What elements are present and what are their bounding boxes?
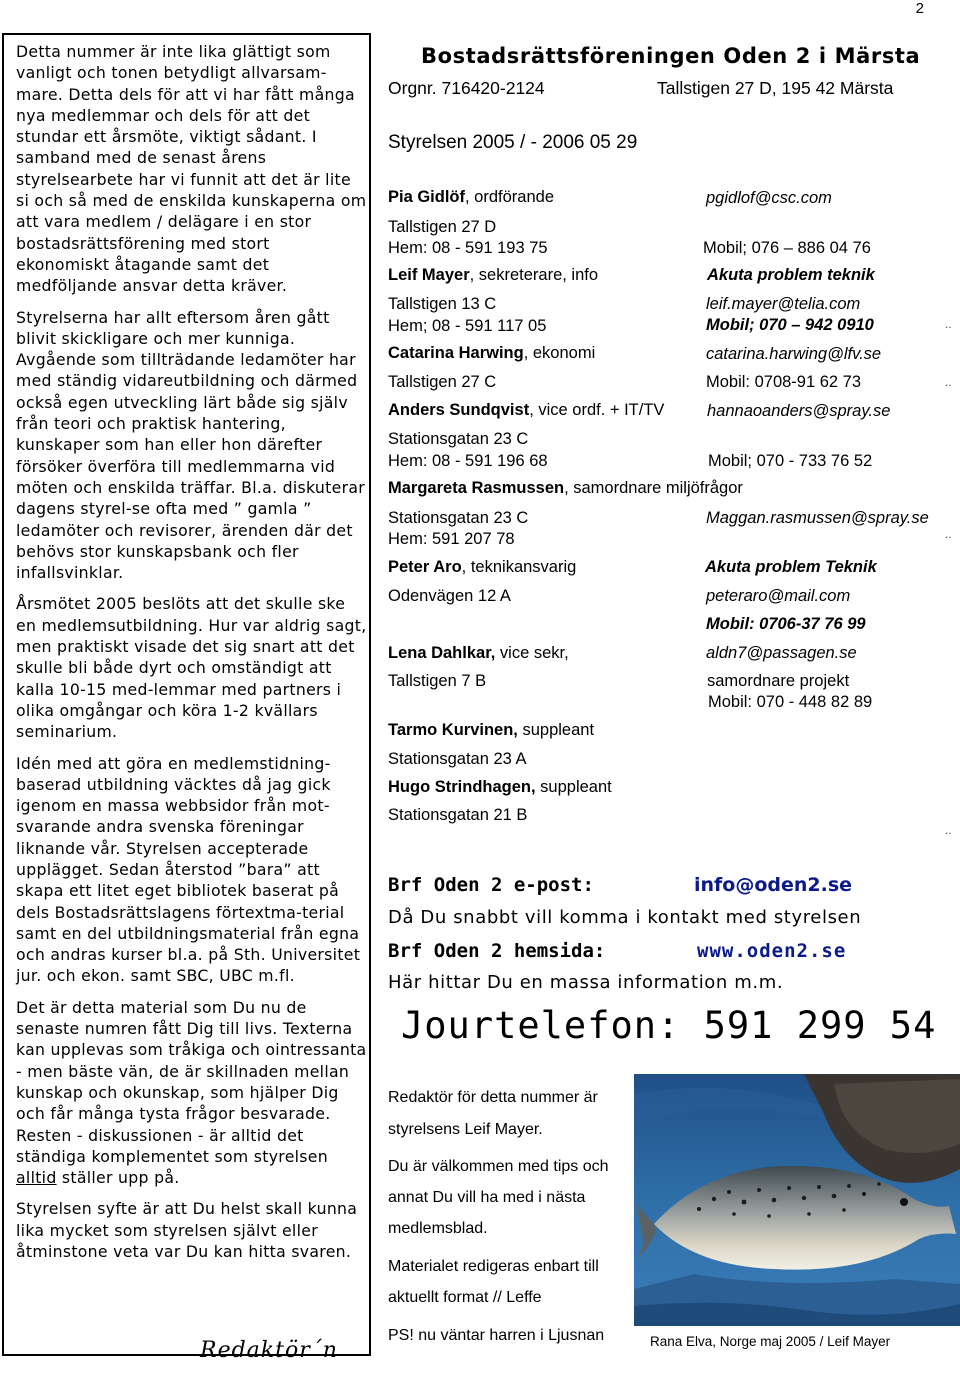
contact-address: Stationsgatan 21 B (388, 806, 528, 824)
website-label: Brf Oden 2 hemsida: (388, 940, 606, 962)
contact-name: Tarmo Kurvinen, (388, 721, 518, 739)
contact-name: Hugo Strindhagen, (388, 778, 536, 796)
editor-line-8: PS! nu väntar harren i Ljusnan (388, 1327, 605, 1344)
email-description: Då Du snabbt vill komma i kontakt med styrelsen (388, 907, 862, 928)
editor-line-2: styrelsens Leif Mayer. (388, 1121, 543, 1138)
email-link[interactable]: pgidlof@csc.com (706, 189, 832, 207)
editor-line-7: aktuellt format // Leffe (388, 1289, 542, 1306)
organization-title: Bostadsrättsföreningen Oden 2 i Märsta (421, 44, 921, 68)
article-paragraph-3: Årsmötet 2005 beslöts att det skulle ske en medlemsutbildning. Hur var aldrig sagt, men praktiskt visade det sig snart att det skulle bli både dyrt och omständigt att kalla 10-15 med-lemmar med partners i olika omgångar och köra 1-2 kvällars seminarium. (16, 594, 367, 742)
article-body (16, 41, 368, 1272)
board-period: Styrelsen 2005 / - 2006 05 29 (388, 132, 638, 153)
contact-role: , ordförande (465, 188, 554, 206)
contact-phone: Hem: 591 207 78 (388, 530, 515, 548)
article-paragraph-5-text: Det är detta material som Du nu de senaste numren fått Dig till livs. Texterna kan upplevas som tråkiga och ointressanta - men bäste vän, de är skillnaden mellan kunskap och okunskap, som hjälper Dig och får många tysta frågor besvarade. Resten - diskussionen - är alltid det ständiga komplementet som styrelsen (16, 997, 367, 1166)
contact-address: Tallstigen 7 B (388, 672, 487, 690)
contact-address: Tallstigen 13 C (388, 295, 497, 313)
org-number: Orgnr. 716420-2124 (388, 78, 545, 98)
email-link[interactable]: catarina.harwing@lfv.se (706, 345, 882, 363)
photo-caption: Rana Elva, Norge maj 2005 / Leif Mayer (650, 1334, 891, 1349)
underlined-word: alltid (16, 1168, 57, 1188)
article-paragraph-1: Detta nummer är inte lika glättigt som vanligt och tonen betydligt allvarsam-mare. Detta dels för att vi har fått många nya medlemmar och dels för att det stundar ett årsmöte, viktigt sådant. I samband med de senast årens styrelsearbete har vi funnit att det är lite si och så med de enskilda kunskaperna om att vara medlem / delägare i en stor bostadsrättsförening med stort ekonomiskt åtagande samt det medföljande ansvar detta kräver. (16, 42, 367, 296)
contact-role: , ekonomi (523, 344, 596, 362)
editor-line-4: annat Du vill ha med i nästa (388, 1189, 586, 1206)
email-label: Brf Oden 2 e-post: (388, 874, 594, 896)
article-paragraph-4: Idén med att göra en medlemstidning-baserad utbildning väcktes då jag gick igenom en massa webbsidor från mot-svarande andra svenska föreningar liknande vår. Styrelsen accepterade upplägget. Sedan återstod ”bara” att skapa ett litet eget bibliotek baserat på dels Bostadsrättslagens förtextma-terial samt en del utbildningsmaterial från egna och andras kurser bl.a. på Sth. Universitet jur. och ekon. samt SBC, UBC m.fl. (16, 753, 361, 986)
contact-sundqvist (388, 401, 664, 420)
editor-line-6: Materialet redigeras enbart till (388, 1258, 599, 1275)
contact-aro (388, 558, 576, 577)
contact-mayer (388, 266, 598, 285)
contact-mobile: Mobil: 0706-37 76 99 (706, 615, 866, 633)
article-paragraph-6: Styrelsen syfte är att Du helst skall kunna lika mycket som styrelsen självt eller åtminstone veta var Du kan hitta svaren. (16, 1199, 358, 1262)
website-description: Här hittar Du en massa information m.m. (388, 972, 784, 993)
contact-mobile: Mobil; 070 - 733 76 52 (708, 452, 873, 470)
contact-address: Stationsgatan 23 C (388, 430, 529, 448)
contact-dahlkar (388, 644, 569, 663)
contact-name: Margareta Rasmussen (388, 479, 565, 497)
editor-line-5: medlemsblad. (388, 1220, 488, 1237)
dots-decoration: ‥ (945, 378, 952, 389)
urgent-note: Akuta problem Teknik (705, 558, 877, 576)
contact-phone: Hem; 08 - 591 117 05 (388, 317, 547, 335)
emergency-phone: Jourtelefon: 591 299 54 (401, 1004, 937, 1047)
contact-harwing (388, 344, 595, 363)
contact-role: , sekreterare, info (469, 266, 599, 284)
contact-rasmussen (388, 479, 743, 498)
contact-role: , samordnare miljöfrågor (564, 479, 743, 497)
contact-mobile: Mobil: 070 - 448 82 89 (708, 693, 873, 711)
editor-signature: Redaktör´n (200, 1338, 338, 1363)
contact-name: Lena Dahlkar, (388, 644, 496, 662)
contact-role: vice sekr, (495, 644, 569, 662)
contact-address: Odenvägen 12 A (388, 587, 511, 605)
dots-decoration: ‥ (945, 530, 952, 541)
contact-name: Peter Aro (388, 558, 462, 576)
editor-line-3: Du är välkommen med tips och (388, 1158, 609, 1175)
editor-word: Redaktör (388, 1089, 453, 1106)
email-link[interactable]: peteraro@mail.com (706, 587, 851, 605)
fish-photo (634, 1074, 960, 1326)
salmon-photo-illustration (634, 1074, 960, 1326)
contact-address: Stationsgatan 23 A (388, 750, 527, 768)
dots-decoration: ‥ (945, 826, 952, 837)
contact-strindhagen (388, 778, 612, 797)
dots-decoration: ‥ (945, 320, 952, 331)
contact-role: , vice ordf. + IT/TV (529, 401, 665, 419)
contact-name: Pia Gidlöf (388, 188, 466, 206)
email-link[interactable]: hannaoanders@spray.se (707, 402, 891, 420)
contact-mobile: Mobil; 070 – 942 0910 (706, 316, 874, 334)
contact-name: Anders Sundqvist (388, 401, 530, 419)
email-link[interactable]: leif.mayer@telia.com (706, 295, 861, 313)
contact-gidlof (388, 188, 554, 207)
email-link[interactable]: aldn7@passagen.se (706, 644, 857, 662)
contact-role: suppleant (535, 778, 612, 796)
left-article-frame (2, 33, 371, 1356)
editor-line-1 (388, 1089, 598, 1107)
email-link[interactable]: Maggan.rasmussen@spray.se (706, 509, 929, 527)
contact-mobile: Mobil: 0708-91 62 73 (706, 373, 862, 391)
article-paragraph-5-end: ställer upp på. (61, 1168, 180, 1188)
contact-phone: Hem: 08 - 591 193 75 (388, 239, 548, 257)
contact-name: Leif Mayer (388, 266, 470, 284)
contact-name: Catarina Harwing (388, 344, 524, 362)
contact-phone: Hem: 08 - 591 196 68 (388, 452, 548, 470)
contact-role: , teknikansvarig (461, 558, 577, 576)
contact-address: Tallstigen 27 D (388, 218, 497, 236)
contact-note: samordnare projekt (707, 672, 850, 690)
contact-role: suppleant (517, 721, 595, 739)
page-number: 2 (915, 0, 924, 17)
email-link[interactable]: info@oden2.se (694, 874, 853, 896)
article-paragraph-2: Styrelserna har allt eftersom åren gått blivit skickligare och mer kunniga. Avgående som tillträdande ledamöter har med ständig vidareutbildning och därmed också egen utveckling lärt både sig själv från teori och praktisk hantering, kunskaper som han eller hon därefter försöker överföra till medlemmarna vid möten och enskilda träffar. Bl.a. diskuterar dagens styrel-se ofta med ” gamla ” ledamöter och revisorer, ärenden där det behövs stor kunskapsbank och fler infallsvinklar. (16, 307, 365, 583)
org-address: Tallstigen 27 D, 195 42 Märsta (657, 78, 894, 98)
contact-kurvinen (388, 721, 594, 740)
editor-line-1-rest: för detta nummer är (452, 1089, 598, 1106)
website-link[interactable]: www.oden2.se (697, 940, 847, 962)
contact-mobile: Mobil; 076 – 886 04 76 (703, 239, 871, 257)
contact-address: Tallstigen 27 C (388, 373, 497, 391)
urgent-note: Akuta problem teknik (707, 266, 875, 284)
contact-address: Stationsgatan 23 C (388, 509, 529, 527)
article-paragraph-5 (16, 997, 368, 1189)
